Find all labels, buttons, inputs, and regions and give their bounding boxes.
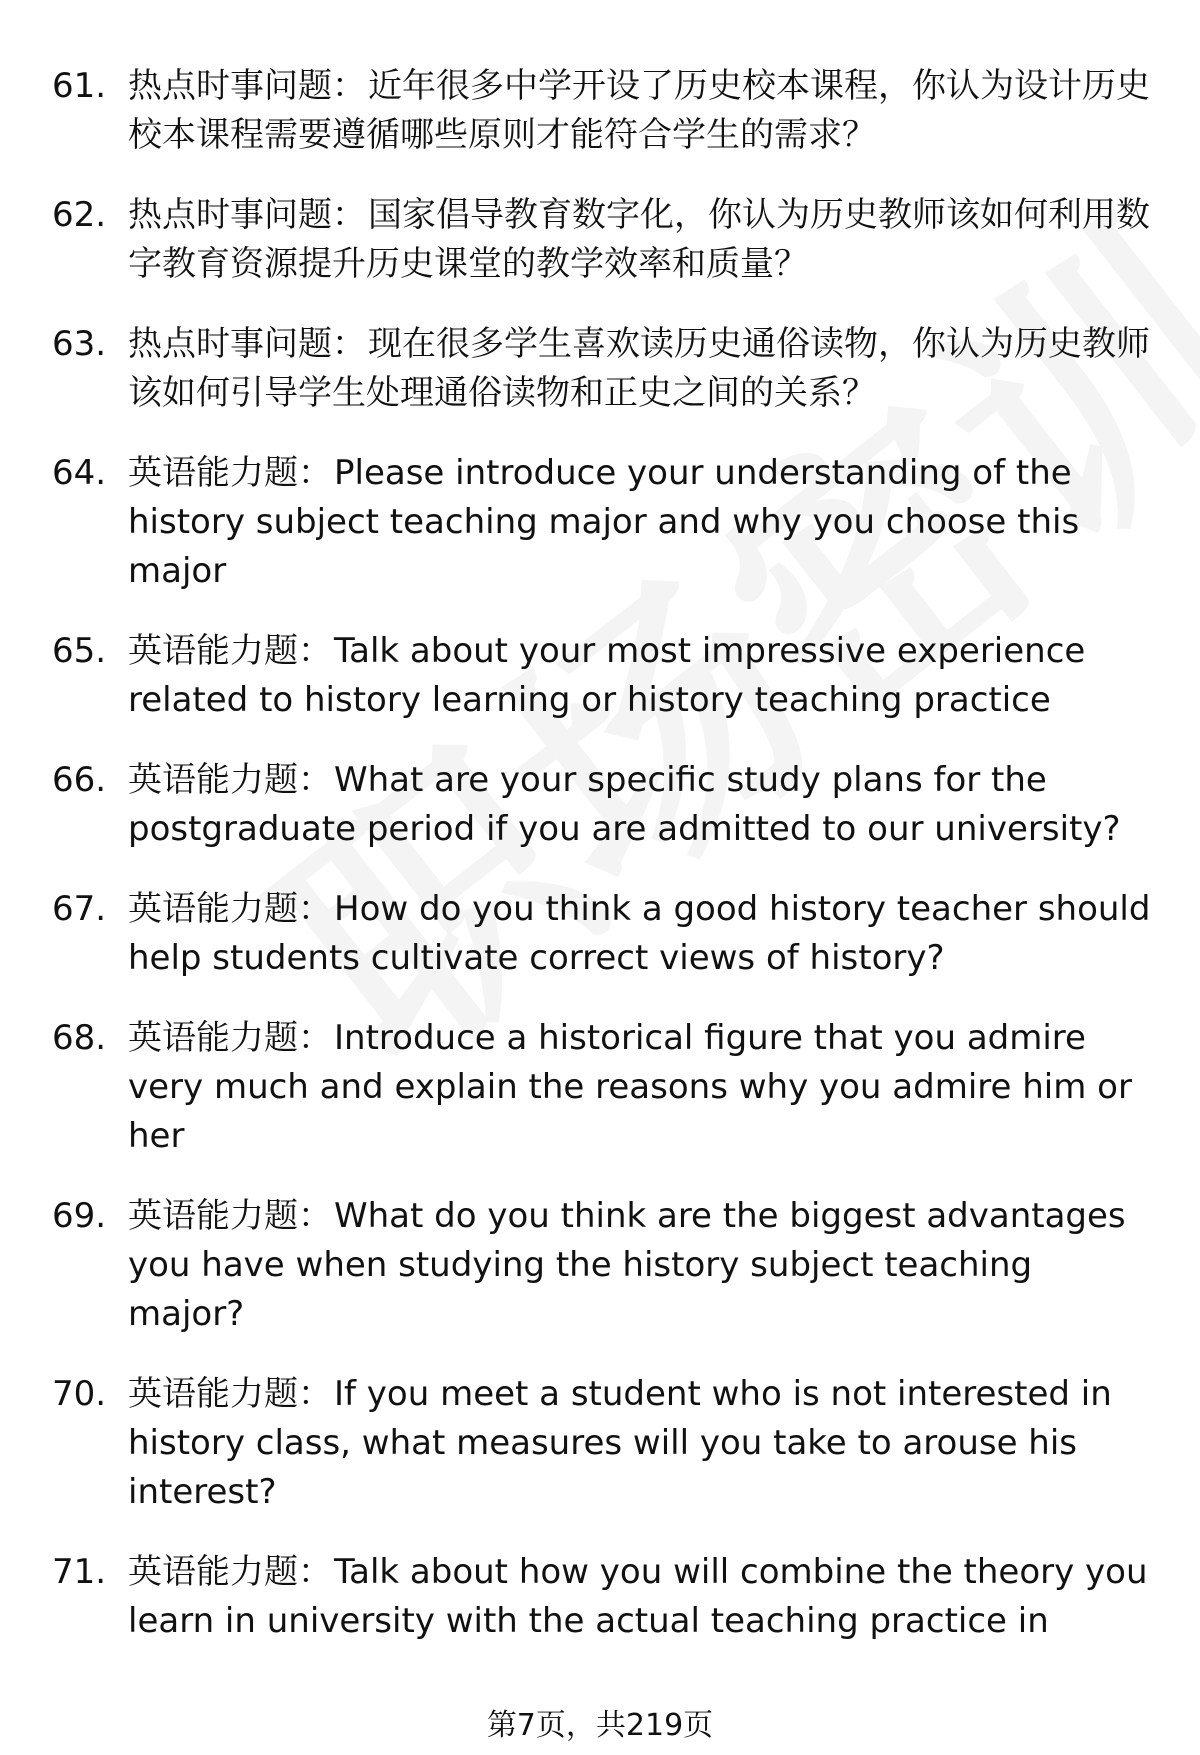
question-item-69 [52,1192,1152,1339]
question-category: 热点时事问题： [128,66,366,106]
question-text: 国家倡导教育数字化，你认为历史教师该如何利用数字教育资源提升历史课堂的教学效率和质量？ [128,195,1150,284]
question-item-68 [52,1014,1152,1161]
question-category: 热点时事问题： [128,195,366,235]
question-number: 70. [52,1374,107,1414]
question-body [128,1192,1152,1339]
question-text: What do you think are the biggest advantages you have when studying the history subject teaching major? [128,1196,1126,1334]
question-text: Talk about your most impressive experience related to history learning or history teaching practice [128,631,1086,720]
question-item-65 [52,627,1152,725]
question-body [128,885,1152,983]
question-category: 英语能力题： [128,453,332,493]
question-body [128,449,1152,596]
question-number: 71. [52,1552,107,1592]
question-body [128,62,1152,160]
question-item-63 [52,320,1152,418]
question-category: 热点时事问题： [128,324,366,364]
question-body [128,756,1152,854]
question-category: 英语能力题： [128,1552,332,1592]
question-number: 63. [52,324,107,364]
question-body [128,1548,1152,1646]
question-number: 68. [52,1018,107,1058]
question-item-66 [52,756,1152,854]
question-text: If you meet a student who is not interested in history class, what measures will you take to arouse his interest? [128,1374,1112,1512]
question-body [128,191,1152,289]
question-item-71 [52,1548,1152,1646]
question-body [128,627,1152,725]
question-text: How do you think a good history teacher should help students cultivate correct views of history? [128,889,1151,978]
question-number: 65. [52,631,107,671]
question-category: 英语能力题： [128,889,332,929]
question-text: Please introduce your understanding of the history subject teaching major and why you choose this major [128,453,1080,591]
question-text: Talk about how you will combine the theory you learn in university with the actual teaching practice in [128,1552,1148,1641]
question-number: 62. [52,195,107,235]
question-number: 66. [52,760,107,800]
question-item-67 [52,885,1152,983]
question-text: 近年很多中学开设了历史校本课程，你认为设计历史校本课程需要遵循哪些原则才能符合学生的需求？ [128,66,1150,155]
question-category: 英语能力题： [128,631,332,671]
question-category: 英语能力题： [128,1196,332,1236]
question-category: 英语能力题： [128,1374,332,1414]
page-footer: 第7页，共219页 [486,1708,714,1743]
question-body [128,320,1152,418]
question-number: 64. [52,453,107,493]
question-text: Introduce a historical figure that you admire very much and explain the reasons why you admire him or her [128,1018,1132,1156]
question-number: 61. [52,66,107,106]
question-item-62 [52,191,1152,289]
question-list [52,62,1152,1677]
question-category: 英语能力题： [128,760,332,800]
question-number: 69. [52,1196,107,1236]
question-text: What are your specific study plans for the postgraduate period if you are admitted to our university? [128,760,1121,849]
question-item-61 [52,62,1152,160]
question-body [128,1014,1152,1161]
question-item-70 [52,1370,1152,1517]
question-text: 现在很多学生喜欢读历史通俗读物，你认为历史教师该如何引导学生处理通俗读物和正史之间的关系？ [128,324,1150,413]
question-number: 67. [52,889,107,929]
question-category: 英语能力题： [128,1018,332,1058]
question-body [128,1370,1152,1517]
question-item-64 [52,449,1152,596]
